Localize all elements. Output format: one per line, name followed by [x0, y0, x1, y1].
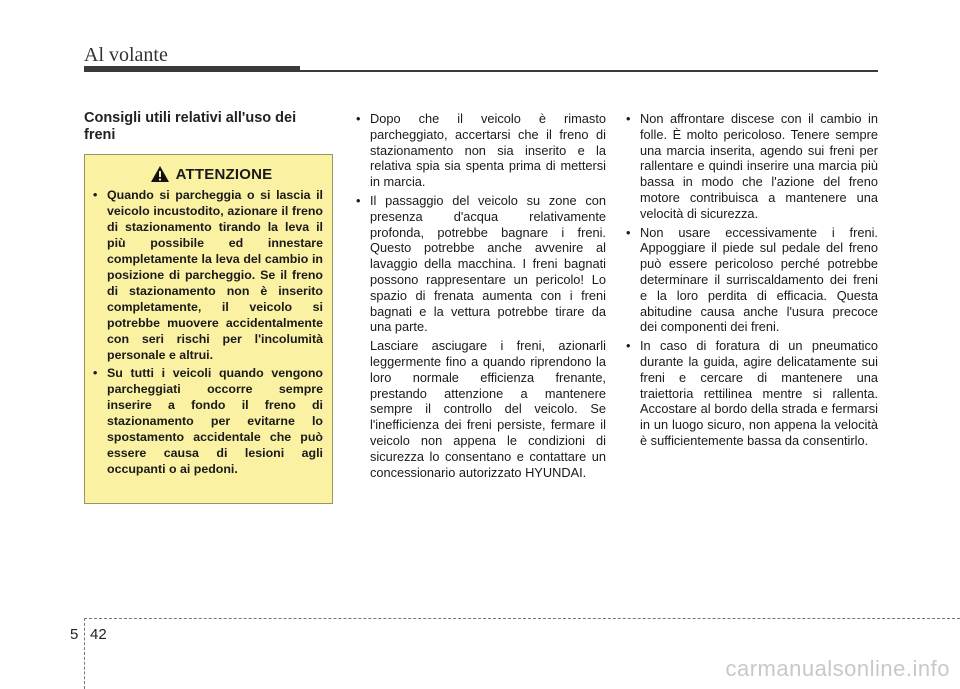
- list-item: • Non usare eccessivamente i freni. Appoggiare il piede sul pedale del freno può essere pericoloso perché potrebbe determinare il surriscaldamento dei freni e la loro perdita di efficacia. Questa abitudine causa anche l'usura precoce dei componenti dei freni.: [626, 225, 878, 336]
- list-item: • In caso di foratura di un pneumatico durante la guida, agire delicatamente sui freni e cercare di mantenere una traiettoria rettilinea mentre si rallenta. Accostare al bordo della strada e fermarsi in un luogo sicuro, non appena la velocità è sufficientemente bassa da consentirlo.: [626, 338, 878, 449]
- warning-header: [99, 165, 323, 183]
- list-item: [356, 193, 606, 480]
- right-list: [626, 111, 878, 449]
- warning-item: • Quando si parcheggia o si lascia il veicolo incustodito, azionare il freno di stazionamento tirando la leva il più possibile ed innestare completamente la leva del cambio in posizione di parcheggio. Se il freno di stazionamento non è inserito completamente, il veicolo si potrebbe muovere accidentalmente con seri rischi per l'incolumità personale e altrui.: [93, 187, 323, 363]
- footer-vertical-rule: [84, 618, 85, 689]
- watermark: carmanualsonline.info: [725, 656, 950, 681]
- middle-list: [356, 111, 606, 480]
- header-title: Al volante: [84, 44, 168, 66]
- middle-column: [356, 111, 606, 483]
- list-item: • Non affrontare discese con il cambio in folle. È molto pericoloso. Tenere sempre una marcia inserita, agendo sui freni per rallentare e quindi inserire una marcia più bassa in modo che l'azione del freno motore contribuisca a mantenere una velocità di sicurezza.: [626, 111, 878, 222]
- section-title: Consigli utili relativi all'uso dei freni: [84, 110, 297, 143]
- footer-page-number: 42: [90, 626, 107, 643]
- list-item: • Dopo che il veicolo è rimasto parcheggiato, accertarsi che il freno di stazionamento non sia inserito e la relativa spia sia spenta prima di mettersi in marcia.: [356, 111, 606, 190]
- warning-list: [93, 187, 323, 477]
- list-item-text: Il passaggio del veicolo su zone con presenza d'acqua relativamente profonda, potrebbe bagnare i freni. Questo potrebbe anche avvenire al lavaggio della macchina. I freni bagnati possono rappresentare un pericolo! Lo spazio di frenata aumenta con i freni bagnati e la vettura potrebbe tirare da una parte.: [370, 192, 606, 335]
- header-rule-thin: [300, 70, 878, 72]
- footer-rule: [84, 618, 960, 619]
- footer-section-number: 5: [70, 626, 79, 643]
- warning-triangle-icon: [150, 165, 170, 183]
- warning-item: • Su tutti i veicoli quando vengono parcheggiati occorre sempre inserire a fondo il freno di stazionamento per evitarne lo spostamento accidentale che può essere causa di lesioni agli occupanti o ai pedoni.: [93, 365, 323, 477]
- header-rule-thick: [84, 66, 300, 72]
- list-item-continuation: Lasciare asciugare i freni, azionarli leggermente fino a quando riprendono la loro normale efficienza frenante, prestando attenzione a mantenere sempre il controllo del veicolo. Se l'inefficienza dei freni persiste, fermare il veicolo non appena le condizioni di sicurezza lo consentano e contattare un concessionario autorizzato HYUNDAI.: [370, 338, 606, 480]
- right-column: [626, 111, 878, 452]
- warning-title: ATTENZIONE: [175, 165, 273, 183]
- warning-box: [84, 154, 333, 504]
